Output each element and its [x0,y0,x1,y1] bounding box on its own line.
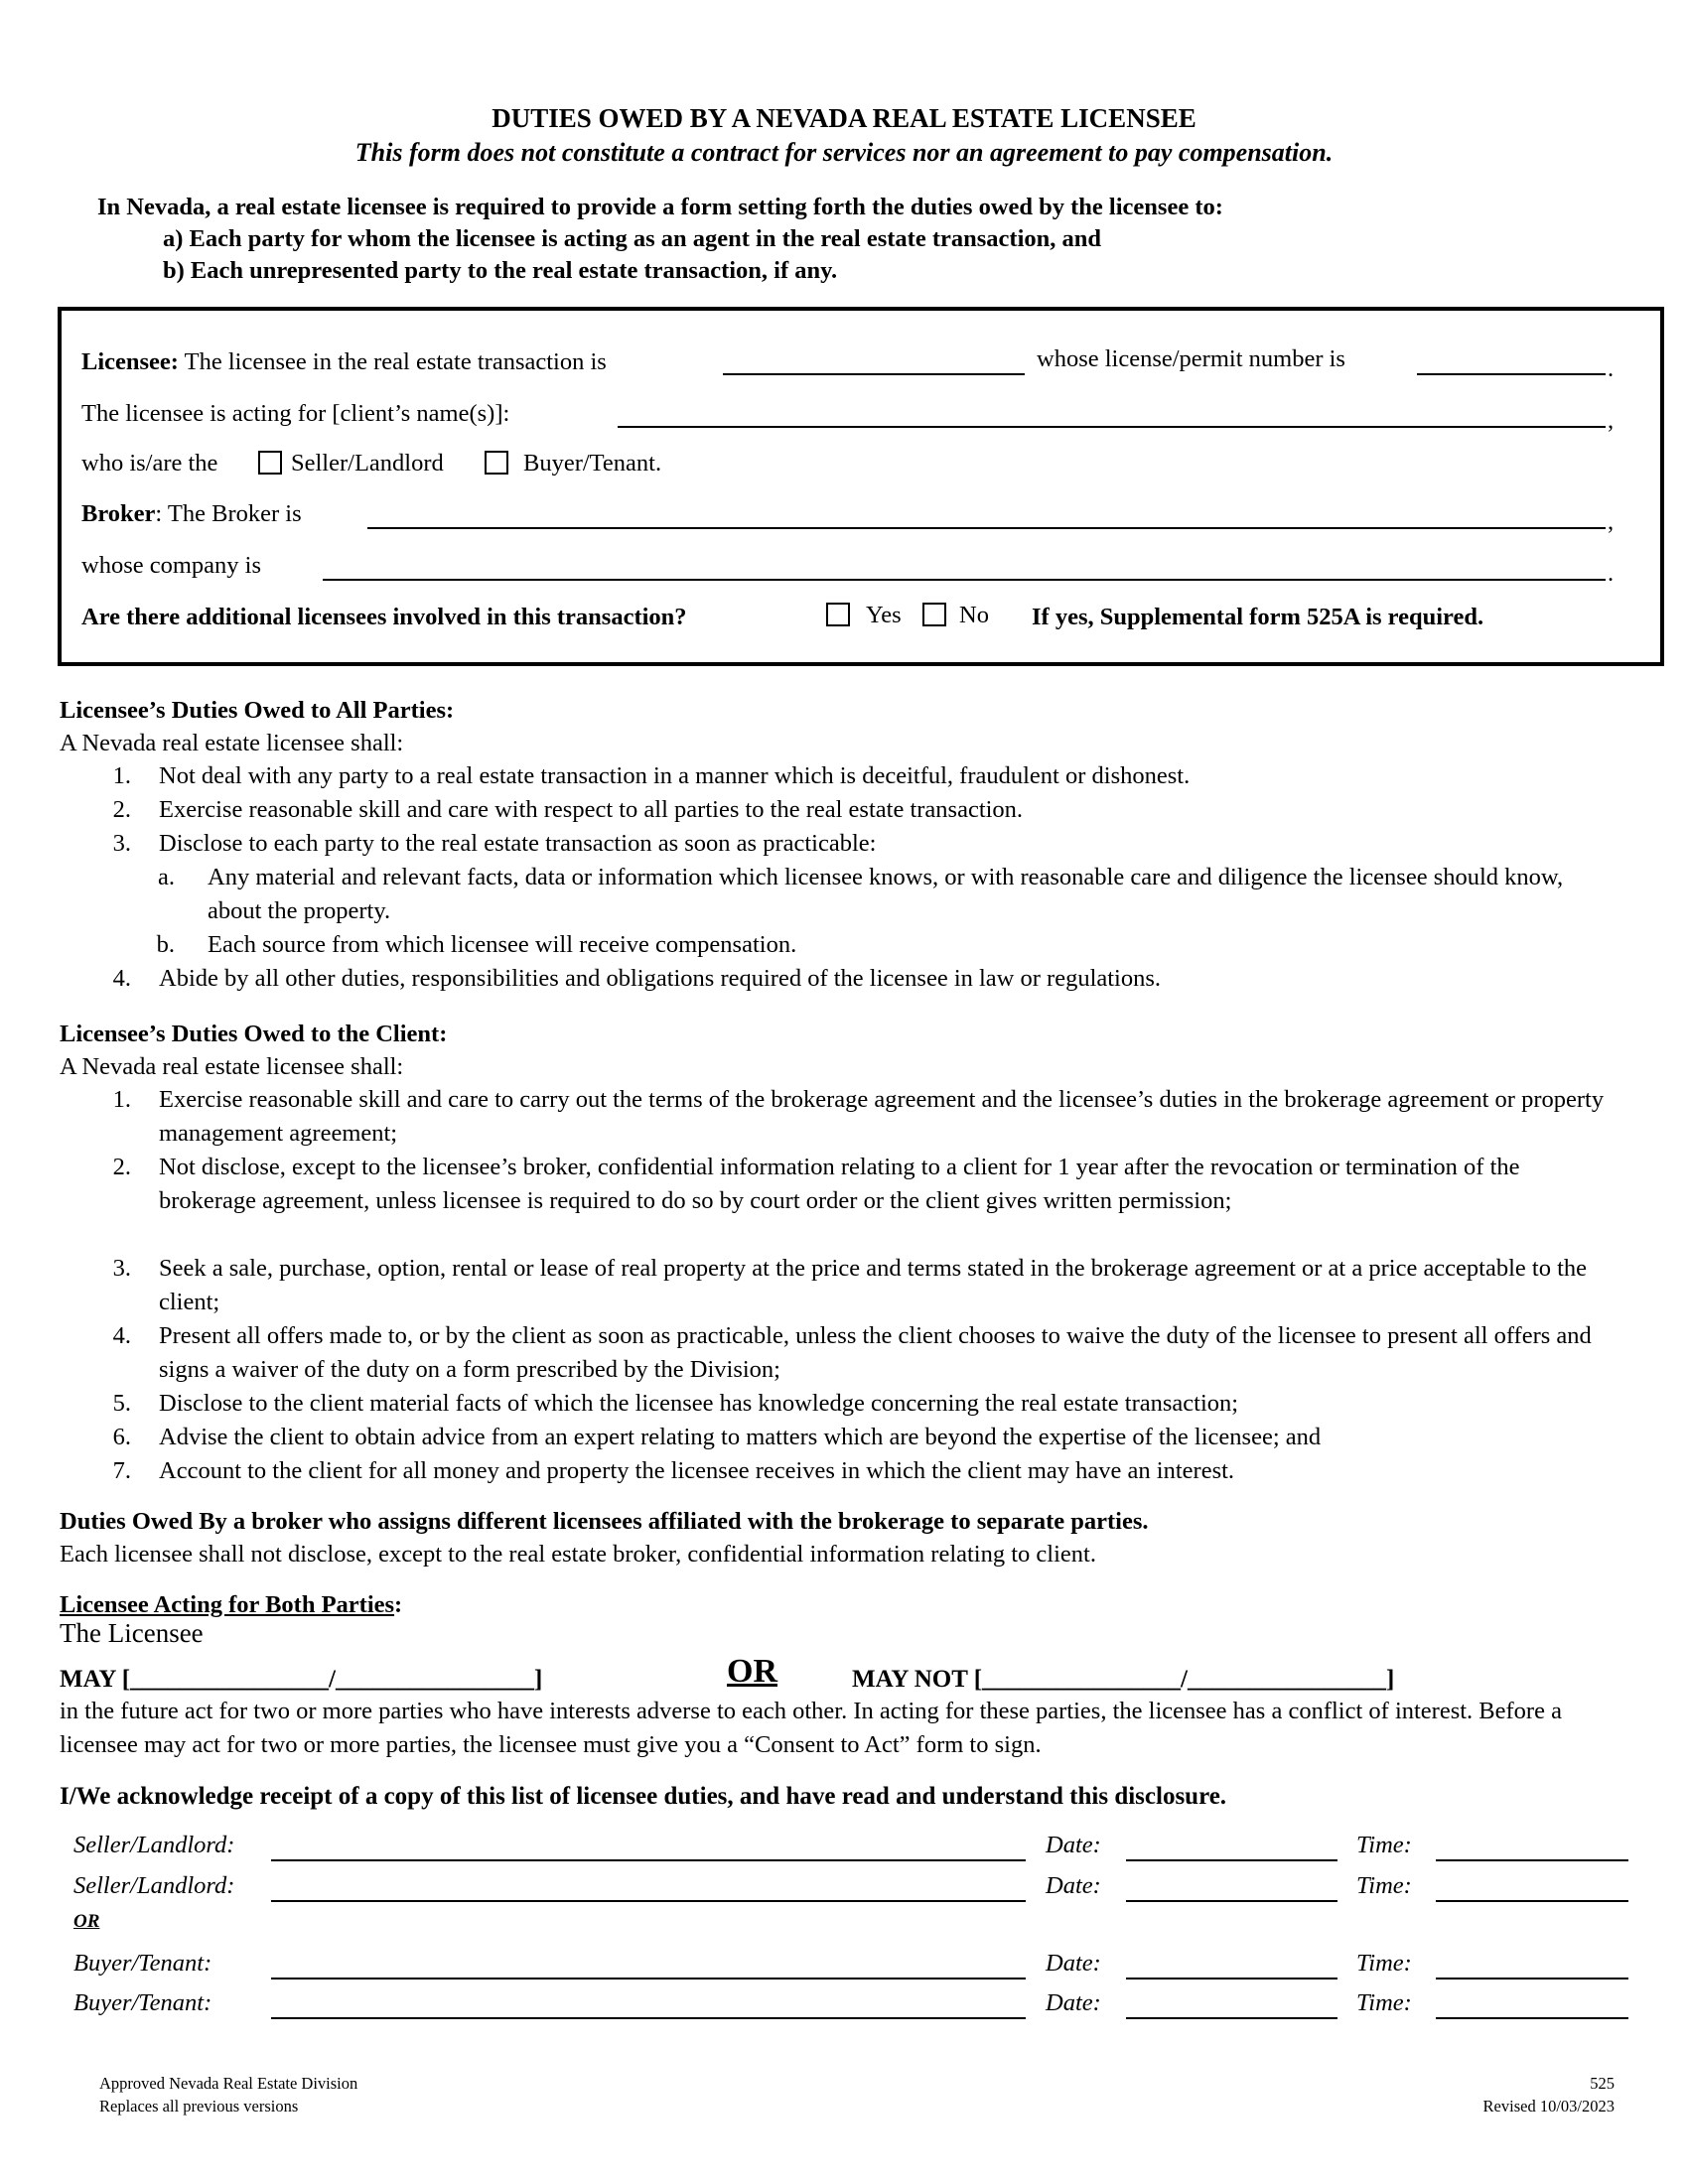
footer-approved: Approved Nevada Real Estate Division [99,2074,358,2093]
broker-text: : The Broker is [155,500,302,527]
sub-list-item: Any material and relevant facts, data or information which licensee knows, or with reasonable care and diligence the licensee should know, about the property. [208,864,1564,924]
list-item: Seek a sale, purchase, option, rental or lease of real property at the price and terms stated in the brokerage agreement or at a price acceptable to the client; [159,1255,1588,1315]
broker-name-field[interactable] [367,527,1606,529]
additional-yes-checkbox[interactable] [826,603,850,626]
intro-lead: In Nevada, a real estate licensee is required to provide a form setting forth the duties owed by the licensee to: [97,194,1223,220]
who-is-text: who is/are the [81,450,218,477]
signature-label: Buyer/Tenant: [73,1950,212,1977]
buyer-tenant-signature-1[interactable] [271,1978,1026,1979]
broker-row [81,497,302,531]
the-licensee-label: The Licensee [60,1618,204,1648]
company-name-field[interactable] [323,579,1606,581]
may-option[interactable]: MAY [________________/________________] [60,1666,543,1693]
footer-revised: Revised 10/03/2023 [1482,2097,1615,2116]
seller-landlord-signature-2[interactable] [271,1900,1026,1902]
time-label: Time: [1356,1989,1412,2016]
may-not-option[interactable]: MAY NOT [________________/________________] [852,1666,1395,1693]
signature-label: Buyer/Tenant: [73,1989,212,2016]
date-label: Date: [1046,1832,1101,1858]
broker-label: Broker [81,500,156,527]
list-number: 5. [112,1390,131,1417]
list-number: 1. [112,762,131,789]
client-lead: A Nevada real estate licensee shall: [60,1053,404,1080]
licensee-label: Licensee: [81,348,179,375]
list-item: Not deal with any party to a real estate transaction in a manner which is deceitful, fraudulent or dishonest. [159,762,1191,789]
date-label: Date: [1046,1989,1101,2016]
list-item: Abide by all other duties, responsibilities and obligations required of the licensee in law or regulations. [159,965,1162,992]
all-parties-lead: A Nevada real estate licensee shall: [60,730,404,756]
seller-landlord-signature-1[interactable] [271,1859,1026,1861]
list-number: 3. [112,830,131,857]
seller-landlord-label: Seller/Landlord [291,450,444,477]
date-field-1[interactable] [1126,1859,1337,1861]
list-item: Account to the client for all money and property the licensee receives in which the client may have an interest. [159,1457,1235,1484]
both-parties-heading [60,1588,402,1622]
or-separator: OR [727,1653,777,1690]
no-label: No [959,602,989,628]
client-heading: Licensee’s Duties Owed to the Client: [60,1021,448,1047]
yes-label: Yes [866,602,902,628]
license-number-text: whose license/permit number is [1037,345,1345,372]
buyer-tenant-checkbox[interactable] [485,451,508,475]
list-item: Exercise reasonable skill and care to carry out the terms of the brokerage agreement and the licensee’s duties in the brokerage agreement or property management agreement; [159,1086,1605,1147]
intro-item-a: a) Each party for whom the licensee is acting as an agent in the real estate transaction, and [163,225,1101,252]
list-item: Present all offers made to, or by the client as soon as practicable, unless the client chooses to waive the duty of the licensee to present all offers and signs a waiver of the duty on a form prescribed by the Division; [159,1322,1592,1383]
page-subtitle: This form does not constitute a contract for services nor an agreement to pay compensation. [354,138,1334,167]
signature-or: OR [73,1911,100,1932]
date-field-2[interactable] [1126,1900,1337,1902]
date-field-3[interactable] [1126,1978,1337,1979]
buyer-tenant-signature-2[interactable] [271,2017,1026,2019]
list-number: 1. [112,1086,131,1113]
intro-item-b: b) Each unrepresented party to the real estate transaction, if any. [163,257,838,284]
list-item: Disclose to the client material facts of which the licensee has knowledge concerning the real estate transaction; [159,1390,1239,1417]
sub-list-number: b. [156,931,175,958]
broker-duties-heading: Duties Owed By a broker who assigns different licensees affiliated with the brokerage to separate parties. [60,1508,1149,1535]
date-label: Date: [1046,1950,1101,1977]
license-number-field[interactable] [1417,373,1606,375]
period-2: . [1608,560,1615,587]
supplemental-note: If yes, Supplemental form 525A is required. [1032,604,1484,630]
time-field-2[interactable] [1436,1900,1628,1902]
list-item: Not disclose, except to the licensee’s broker, confidential information relating to a client for 1 year after the revocation or termination of the brokerage agreement, unless licensee is required to do so by court order or the client gives written permission; [159,1154,1520,1214]
date-label: Date: [1046,1872,1101,1899]
comma-1: , [1608,407,1615,434]
list-number: 4. [112,1322,131,1349]
both-parties-text: in the future act for two or more parties who have interests adverse to each other. In acting for these parties, the licensee has a conflict of interest. Before a licensee may act for two or more parties, the licensee must give you a “Consent to Act” form to sign. [60,1698,1562,1758]
date-field-4[interactable] [1126,2017,1337,2019]
additional-question: Are there additional licensees involved in this transaction? [81,604,687,630]
list-item: Exercise reasonable skill and care with respect to all parties to the real estate transaction. [159,796,1024,823]
footer-replaces: Replaces all previous versions [99,2097,299,2116]
additional-no-checkbox[interactable] [922,603,946,626]
signature-label: Seller/Landlord: [73,1832,235,1858]
list-number: 6. [112,1424,131,1450]
list-number: 2. [112,796,131,823]
list-number: 3. [112,1255,131,1282]
sub-list-number: a. [158,864,175,890]
time-label: Time: [1356,1832,1412,1858]
licensee-name-field[interactable] [723,373,1025,375]
all-parties-heading: Licensee’s Duties Owed to All Parties: [60,697,455,724]
time-label: Time: [1356,1872,1412,1899]
client-names-field[interactable] [618,426,1606,428]
seller-landlord-checkbox[interactable] [258,451,282,475]
list-item: Advise the client to obtain advice from an expert relating to matters which are beyond the expertise of the licensee; and [159,1424,1322,1450]
sub-list-item: Each source from which licensee will receive compensation. [208,931,797,958]
list-item: Disclose to each party to the real estate transaction as soon as practicable: [159,830,877,857]
buyer-tenant-label: Buyer/Tenant. [523,450,662,477]
company-text: whose company is [81,552,261,579]
list-number: 2. [112,1154,131,1180]
time-field-3[interactable] [1436,1978,1628,1979]
list-number: 4. [112,965,131,992]
broker-duties-text: Each licensee shall not disclose, except to the real estate broker, confidential information relating to client. [60,1541,1096,1568]
acknowledge-text: I/We acknowledge receipt of a copy of this list of licensee duties, and have read and understand this disclosure. [60,1783,1227,1810]
comma-2: , [1608,508,1615,535]
licensee-text: The licensee in the real estate transaction is [184,348,607,375]
signature-label: Seller/Landlord: [73,1872,235,1899]
both-parties-heading-text: Licensee Acting for Both Parties [60,1591,395,1618]
list-number: 7. [112,1457,131,1484]
licensee-row [81,345,607,379]
period-1: . [1608,355,1615,382]
both-parties-colon: : [394,1591,403,1618]
time-label: Time: [1356,1950,1412,1977]
time-field-4[interactable] [1436,2017,1628,2019]
time-field-1[interactable] [1436,1859,1628,1861]
page-title: DUTIES OWED BY A NEVADA REAL ESTATE LICENSEE [492,103,1196,133]
footer-form-number: 525 [1590,2074,1615,2093]
acting-for-text: The licensee is acting for [client’s name(s)]: [81,400,510,427]
